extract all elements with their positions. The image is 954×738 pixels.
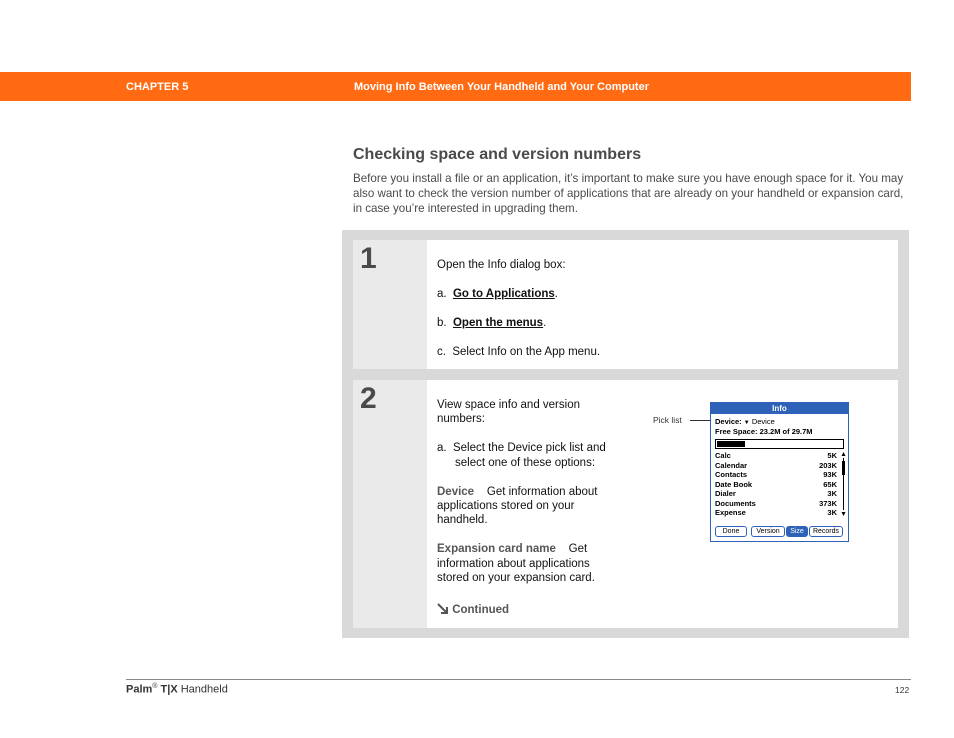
app-list-item[interactable] — [715, 499, 837, 509]
scroll-arrows-icon — [841, 451, 846, 517]
app-name: Calc — [715, 451, 731, 460]
pick-list-callout: Pick list — [653, 415, 682, 425]
step-number-column — [353, 240, 427, 369]
step-item-a-line-1 — [437, 441, 606, 456]
step-lead-line-1: View space info and version — [437, 399, 580, 411]
item-text: Select the Device pick list and — [452, 442, 606, 454]
device-label: Device: — [715, 417, 742, 426]
app-name: Dialer — [715, 489, 736, 498]
arrow-down-right-icon — [437, 603, 449, 615]
dialog-button-size[interactable]: Size — [786, 526, 808, 537]
app-list-item[interactable] — [715, 470, 837, 480]
step-number: 2 — [360, 382, 377, 415]
chapter-header-bar — [0, 72, 911, 101]
device-pick-list[interactable]: Device — [751, 417, 775, 426]
card-desc: Get — [568, 543, 588, 555]
device-row — [715, 417, 775, 426]
app-size: 5K — [827, 451, 837, 460]
item-marker: a. — [437, 288, 447, 300]
product-name: Handheld — [180, 683, 228, 696]
app-size: 93K — [823, 470, 837, 479]
app-name: Documents — [715, 498, 756, 508]
item-marker: c. — [437, 346, 446, 358]
step-item-c — [437, 345, 600, 360]
step-number: 1 — [360, 242, 377, 275]
scrollbar[interactable] — [841, 451, 846, 517]
callout-line — [690, 420, 712, 421]
step-number-column — [353, 380, 427, 628]
device-option-line-3: handheld. — [437, 514, 488, 526]
app-size: 65K — [823, 479, 837, 489]
space-usage-bar — [715, 439, 844, 449]
item-punct: . — [543, 317, 547, 329]
chapter-label: CHAPTER 5 — [126, 81, 189, 93]
app-size: 203K — [819, 460, 837, 470]
app-name: Contacts — [715, 470, 748, 479]
step-item-b — [437, 316, 546, 331]
app-list-item[interactable] — [715, 508, 837, 518]
app-list-item[interactable] — [715, 480, 837, 490]
space-usage-fill — [717, 441, 745, 447]
free-space: Free Space: 23.2M of 29.7M — [715, 427, 813, 436]
app-name: Date Book — [715, 479, 753, 489]
info-dialog-screenshot — [710, 402, 849, 542]
device-term: Device — [437, 486, 475, 498]
continued-link[interactable] — [437, 603, 509, 618]
device-desc: Get information about — [486, 486, 598, 498]
go-to-applications-link[interactable]: Go to Applications — [452, 288, 555, 300]
card-term: Expansion card name — [437, 543, 556, 555]
app-list-item[interactable] — [715, 489, 837, 499]
footer-product — [126, 683, 228, 696]
app-size-list — [715, 451, 837, 518]
device-option-line-1 — [437, 485, 597, 500]
chapter-title: Moving Info Between Your Handheld and Your Computer — [354, 81, 649, 93]
chevron-down-icon: ▼ — [743, 420, 750, 426]
dialog-button-records[interactable]: Records — [809, 526, 843, 537]
model: T|X — [160, 683, 178, 696]
dialog-title: Info — [711, 403, 848, 414]
app-size: 373K — [819, 498, 837, 508]
step-item-a — [437, 287, 558, 302]
card-option-line-3: stored on your expansion card. — [437, 572, 595, 584]
step-lead-line-2: numbers: — [437, 413, 485, 425]
item-marker: a. — [437, 442, 447, 454]
step-item-a-line-2: select one of these options: — [455, 457, 596, 469]
card-option-line-2: information about applications — [437, 558, 590, 570]
app-list-item[interactable] — [715, 461, 837, 471]
app-list-item[interactable] — [715, 451, 837, 461]
app-size: 3K — [827, 489, 837, 498]
dialog-button-version[interactable]: Version — [751, 526, 785, 537]
item-marker: b. — [437, 317, 447, 329]
item-punct: . — [554, 288, 558, 300]
footer-rule — [126, 679, 911, 680]
dialog-button-done[interactable]: Done — [715, 526, 747, 537]
app-name: Calendar — [715, 460, 748, 470]
page-number: 122 — [895, 685, 910, 695]
step-1 — [353, 240, 898, 369]
app-name: Expense — [715, 508, 746, 517]
open-the-menus-link[interactable]: Open the menus — [452, 317, 544, 329]
item-text: Select Info on the App menu. — [452, 346, 601, 358]
section-intro: Before you install a file or an application, it’s important to make sure you have enough space for it. You may also want to check the version number of applications that are already on your handheld or expansion card, in case you’re interested in upgrading them. — [353, 172, 904, 215]
registered-mark: ® — [152, 683, 158, 690]
continued-label: Continued — [452, 604, 510, 616]
step-lead: Open the Info dialog box: — [437, 259, 566, 271]
brand: Palm — [126, 683, 153, 696]
card-option-line-1 — [437, 542, 587, 557]
device-option-line-2: applications stored on your — [437, 500, 575, 512]
app-size: 3K — [827, 508, 837, 517]
section-title: Checking space and version numbers — [353, 146, 642, 163]
